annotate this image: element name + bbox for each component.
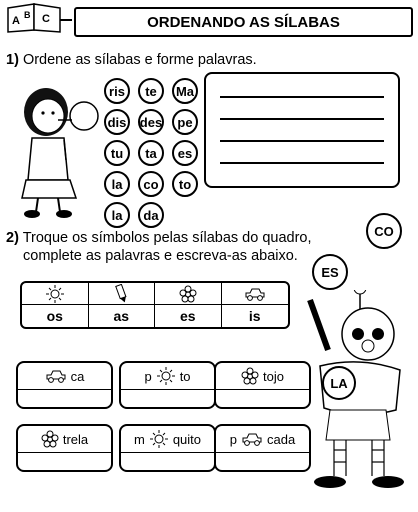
- syllable-circles: [104, 78, 200, 228]
- table-syllable: is: [248, 308, 261, 324]
- syllable-circle: la: [104, 202, 130, 228]
- question-2: [6, 229, 312, 265]
- word-prefix: m: [133, 431, 145, 447]
- syllable-circle: dis: [104, 109, 130, 135]
- word-answer-space[interactable]: [121, 390, 214, 407]
- word-answer-space[interactable]: [18, 390, 111, 407]
- word-puzzle: [216, 363, 309, 390]
- word-card: [214, 424, 311, 472]
- answer-lines-box: [204, 72, 400, 188]
- word-prefix: p: [144, 368, 152, 384]
- syllable-circle: Ma: [172, 78, 198, 104]
- word-suffix: trela: [62, 431, 89, 447]
- word-puzzle: [121, 426, 214, 453]
- bubble-la: LA: [322, 366, 356, 400]
- girl-blowing-bubble-illustration: [6, 80, 102, 220]
- word-card: [119, 424, 216, 472]
- syllable-circle: to: [172, 171, 198, 197]
- svg-text:C: C: [42, 13, 50, 25]
- syllable-circle: des: [138, 109, 164, 135]
- bubble-co: CO: [366, 213, 402, 249]
- question-2-line-1: Troque os símbolos pelas sílabas do quadro,: [22, 230, 312, 246]
- answer-line[interactable]: [220, 118, 384, 120]
- car-icon: [222, 283, 289, 305]
- word-card: [214, 361, 311, 409]
- word-suffix: cada: [267, 431, 296, 447]
- svg-text:B: B: [24, 10, 31, 20]
- question-2-line-2: complete as palavras e escreva-as abaixo.: [23, 248, 298, 264]
- sun-icon: [22, 283, 89, 305]
- word-puzzle: [216, 426, 309, 453]
- word-card: [119, 361, 216, 409]
- word-suffix: to: [179, 368, 191, 384]
- word-answer-space[interactable]: [216, 453, 309, 470]
- syllable-circle: co: [138, 171, 164, 197]
- question-1-text: Ordene as sílabas e forme palavras.: [22, 52, 257, 68]
- bubble-es: ES: [312, 254, 348, 290]
- word-suffix: tojo: [263, 368, 284, 384]
- sun-icon: [149, 430, 169, 448]
- table-syllable: as: [89, 305, 156, 327]
- syllable-circle: pe: [172, 109, 198, 135]
- header-book-icon: [4, 2, 72, 36]
- word-puzzle: [121, 363, 214, 390]
- pencil-icon: [89, 283, 156, 305]
- syllable-circle: da: [138, 202, 164, 228]
- car-icon: [45, 368, 67, 384]
- svg-text:A: A: [12, 15, 20, 27]
- word-answer-space[interactable]: [18, 453, 111, 470]
- syllable-circle: tu: [104, 140, 130, 166]
- word-answer-space[interactable]: [216, 390, 309, 407]
- clown-illustration: [300, 290, 412, 500]
- flower-icon: [155, 283, 222, 305]
- syllable-circle: te: [138, 78, 164, 104]
- word-card: [16, 361, 113, 409]
- word-card: [16, 424, 113, 472]
- car-icon: [241, 431, 263, 447]
- word-puzzle: [18, 426, 111, 453]
- syllable-circle: ta: [138, 140, 164, 166]
- word-suffix: quito: [172, 431, 202, 447]
- question-1-number: 1): [6, 52, 19, 68]
- sun-icon: [156, 367, 176, 385]
- syllable-circle: la: [104, 171, 130, 197]
- word-suffix: ca: [70, 368, 85, 384]
- answer-line[interactable]: [220, 96, 384, 98]
- answer-line[interactable]: [220, 140, 384, 142]
- word-puzzle: [18, 363, 111, 390]
- syllable-circle: es: [172, 140, 198, 166]
- flower-icon: [41, 430, 59, 448]
- question-2-number: 2): [6, 230, 19, 246]
- table-syllable: es: [155, 305, 222, 327]
- question-1: [6, 52, 257, 68]
- syllable-circle: ris: [104, 78, 130, 104]
- word-answer-space[interactable]: [121, 453, 214, 470]
- answer-line[interactable]: [220, 162, 384, 164]
- table-syllable: os: [22, 305, 89, 327]
- flower-icon: [241, 367, 259, 385]
- page-title: ORDENANDO AS SÍLABAS: [74, 7, 413, 37]
- symbol-syllable-table: [20, 281, 290, 329]
- word-prefix: p: [229, 431, 238, 447]
